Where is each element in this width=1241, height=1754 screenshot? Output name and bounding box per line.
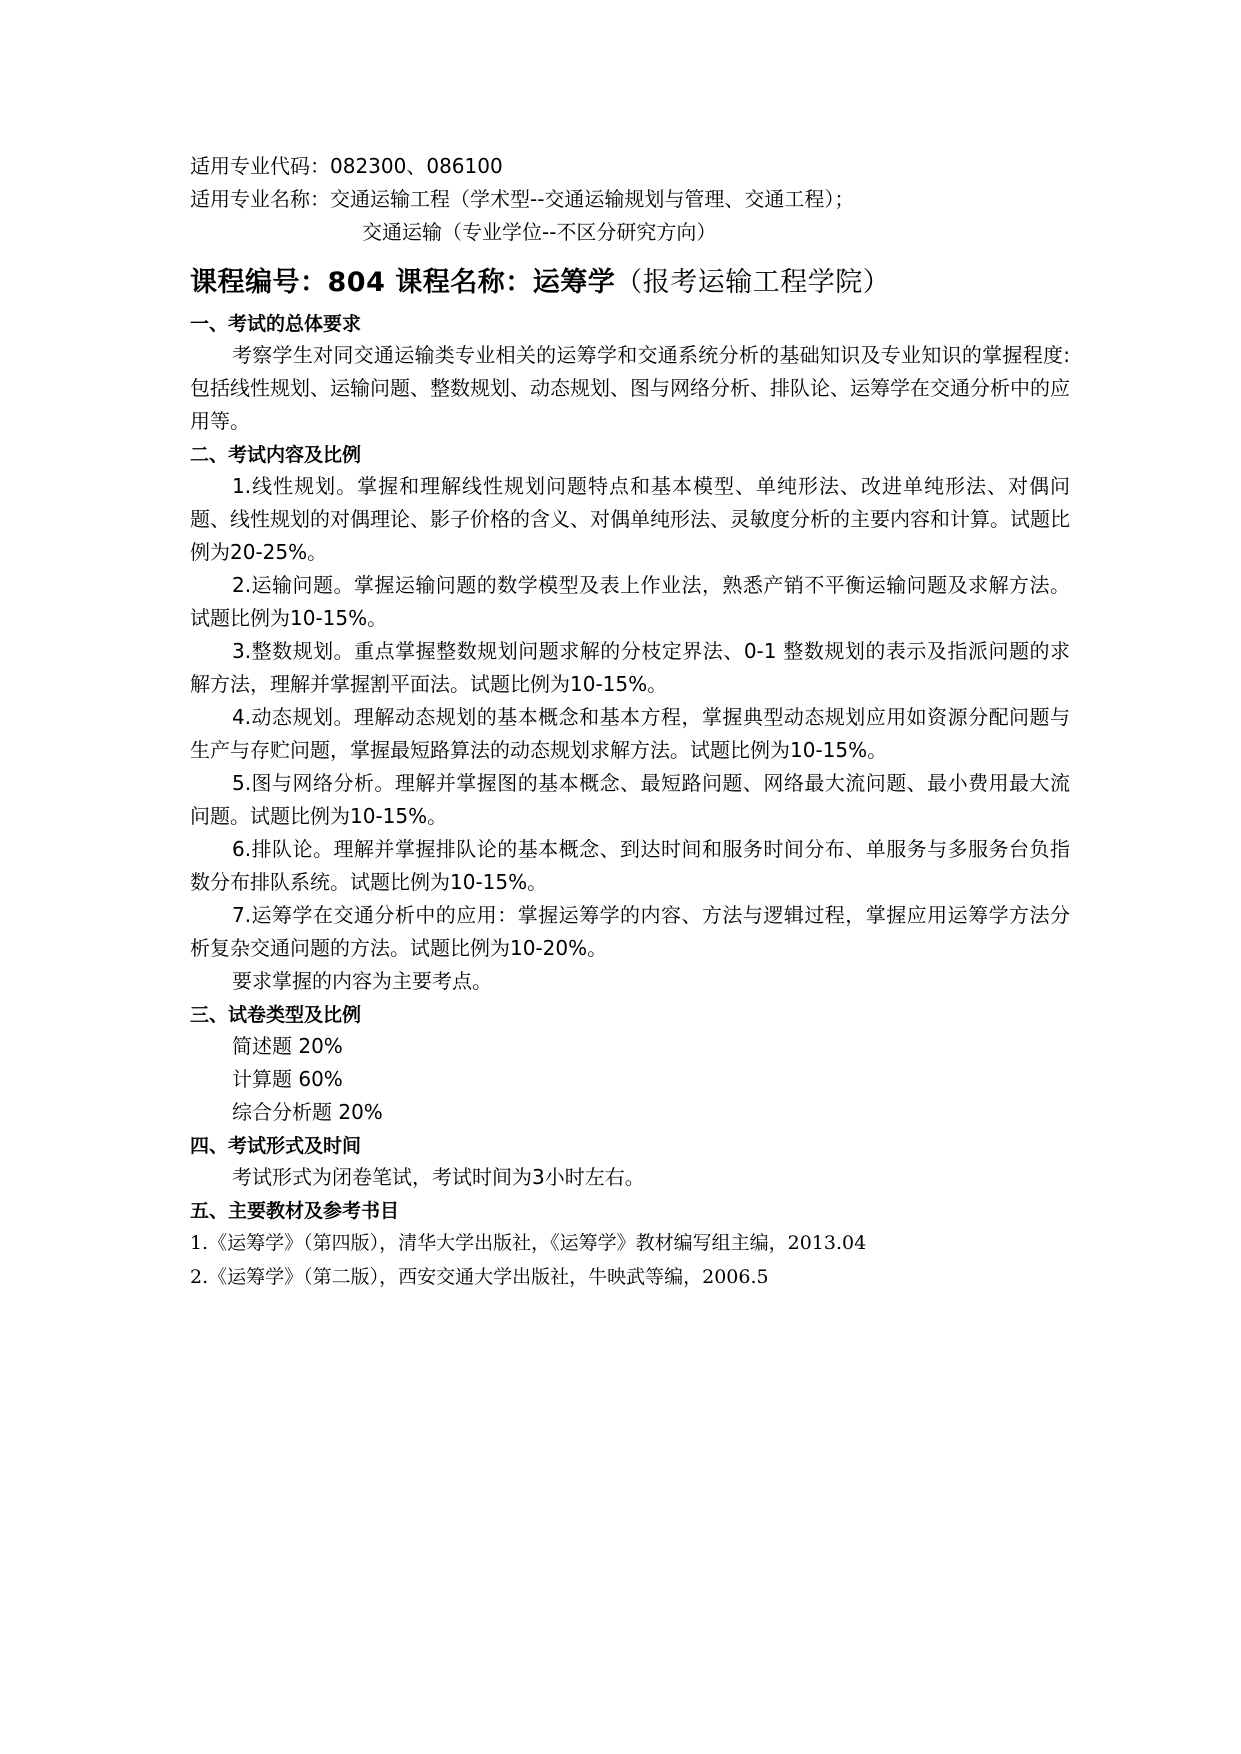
content-item-dynamic-programming: 4.动态规划。理解动态规划的基本概念和基本方程，掌握典型动态规划应用如资源分配问题与生产与存贮问题，掌握最短路算法的动态规划求解方法。试题比例为10-15%。 xyxy=(190,705,1070,762)
content-item-transportation: 2.运输问题。掌握运输问题的数学模型及表上作业法，熟悉产销不平衡运输问题及求解方法。试题比例为10-15%。 xyxy=(190,573,1070,630)
section-3-heading: 三、试卷类型及比例 xyxy=(190,1004,362,1026)
section-2-heading: 二、考试内容及比例 xyxy=(190,444,362,466)
section-4-body: 考试形式为闭卷笔试，考试时间为3小时左右。 xyxy=(232,1165,645,1189)
course-title-school: （报考运输工程学院） xyxy=(615,267,891,298)
section-1-body: 考察学生对同交通运输类专业相关的运筹学和交通系统分析的基础知识及专业知识的掌握程度:包括线性规划、运输问题、整数规划、动态规划、图与网络分析、排队论、运筹学在交通分析中的应用等。 xyxy=(190,343,1070,433)
document-page xyxy=(190,150,1070,1294)
content-item-queueing: 6.排队论。理解并掌握排队论的基本概念、到达时间和服务时间分布、单服务与多服务台负指数分布排队系统。试题比例为10-15%。 xyxy=(190,837,1070,894)
section-4-heading: 四、考试形式及时间 xyxy=(190,1135,362,1157)
question-type-analysis: 综合分析题 20% xyxy=(232,1100,383,1124)
reference-item: 1.《运筹学》（第四版），清华大学出版社，《运筹学》教材编写组主编，2013.04 xyxy=(190,1232,867,1254)
major-code-line: 适用专业代码：082300、086100 xyxy=(190,154,503,178)
section-1-heading: 一、考试的总体要求 xyxy=(190,313,362,335)
question-type-short-answer: 简述题 20% xyxy=(232,1034,343,1058)
major-name-line-2: 交通运输（专业学位--不区分研究方向） xyxy=(362,220,717,244)
content-item-integer-programming: 3.整数规划。重点掌握整数规划问题求解的分枝定界法、0-1 整数规划的表示及指派问题的求解方法，理解并掌握割平面法。试题比例为10-15%。 xyxy=(190,639,1070,696)
content-item-linear-programming: 1.线性规划。掌握和理解线性规划问题特点和基本模型、单纯形法、改进单纯形法、对偶问题、线性规划的对偶理论、影子价格的含义、对偶单纯形法、灵敏度分析的主要内容和计算。试题比例为20-25%。 xyxy=(190,474,1070,564)
course-title-main: 课程编号：804 课程名称：运筹学 xyxy=(190,267,616,298)
section-5-heading: 五、主要教材及参考书目 xyxy=(190,1200,400,1222)
content-item-graph-network: 5.图与网络分析。理解并掌握图的基本概念、最短路问题、网络最大流问题、最小费用最大流问题。试题比例为10-15%。 xyxy=(190,771,1070,828)
section-2-note: 要求掌握的内容为主要考点。 xyxy=(232,969,492,993)
course-title xyxy=(190,263,1070,303)
major-name-line: 适用专业名称：交通运输工程（学术型--交通运输规划与管理、交通工程）； xyxy=(190,187,855,211)
content-item-application: 7.运筹学在交通分析中的应用：掌握运筹学的内容、方法与逻辑过程，掌握应用运筹学方法分析复杂交通问题的方法。试题比例为10-20%。 xyxy=(190,903,1070,960)
question-type-calculation: 计算题 60% xyxy=(232,1067,343,1091)
reference-item: 2.《运筹学》（第二版），西安交通大学出版社，牛映武等编，2006.5 xyxy=(190,1266,769,1288)
